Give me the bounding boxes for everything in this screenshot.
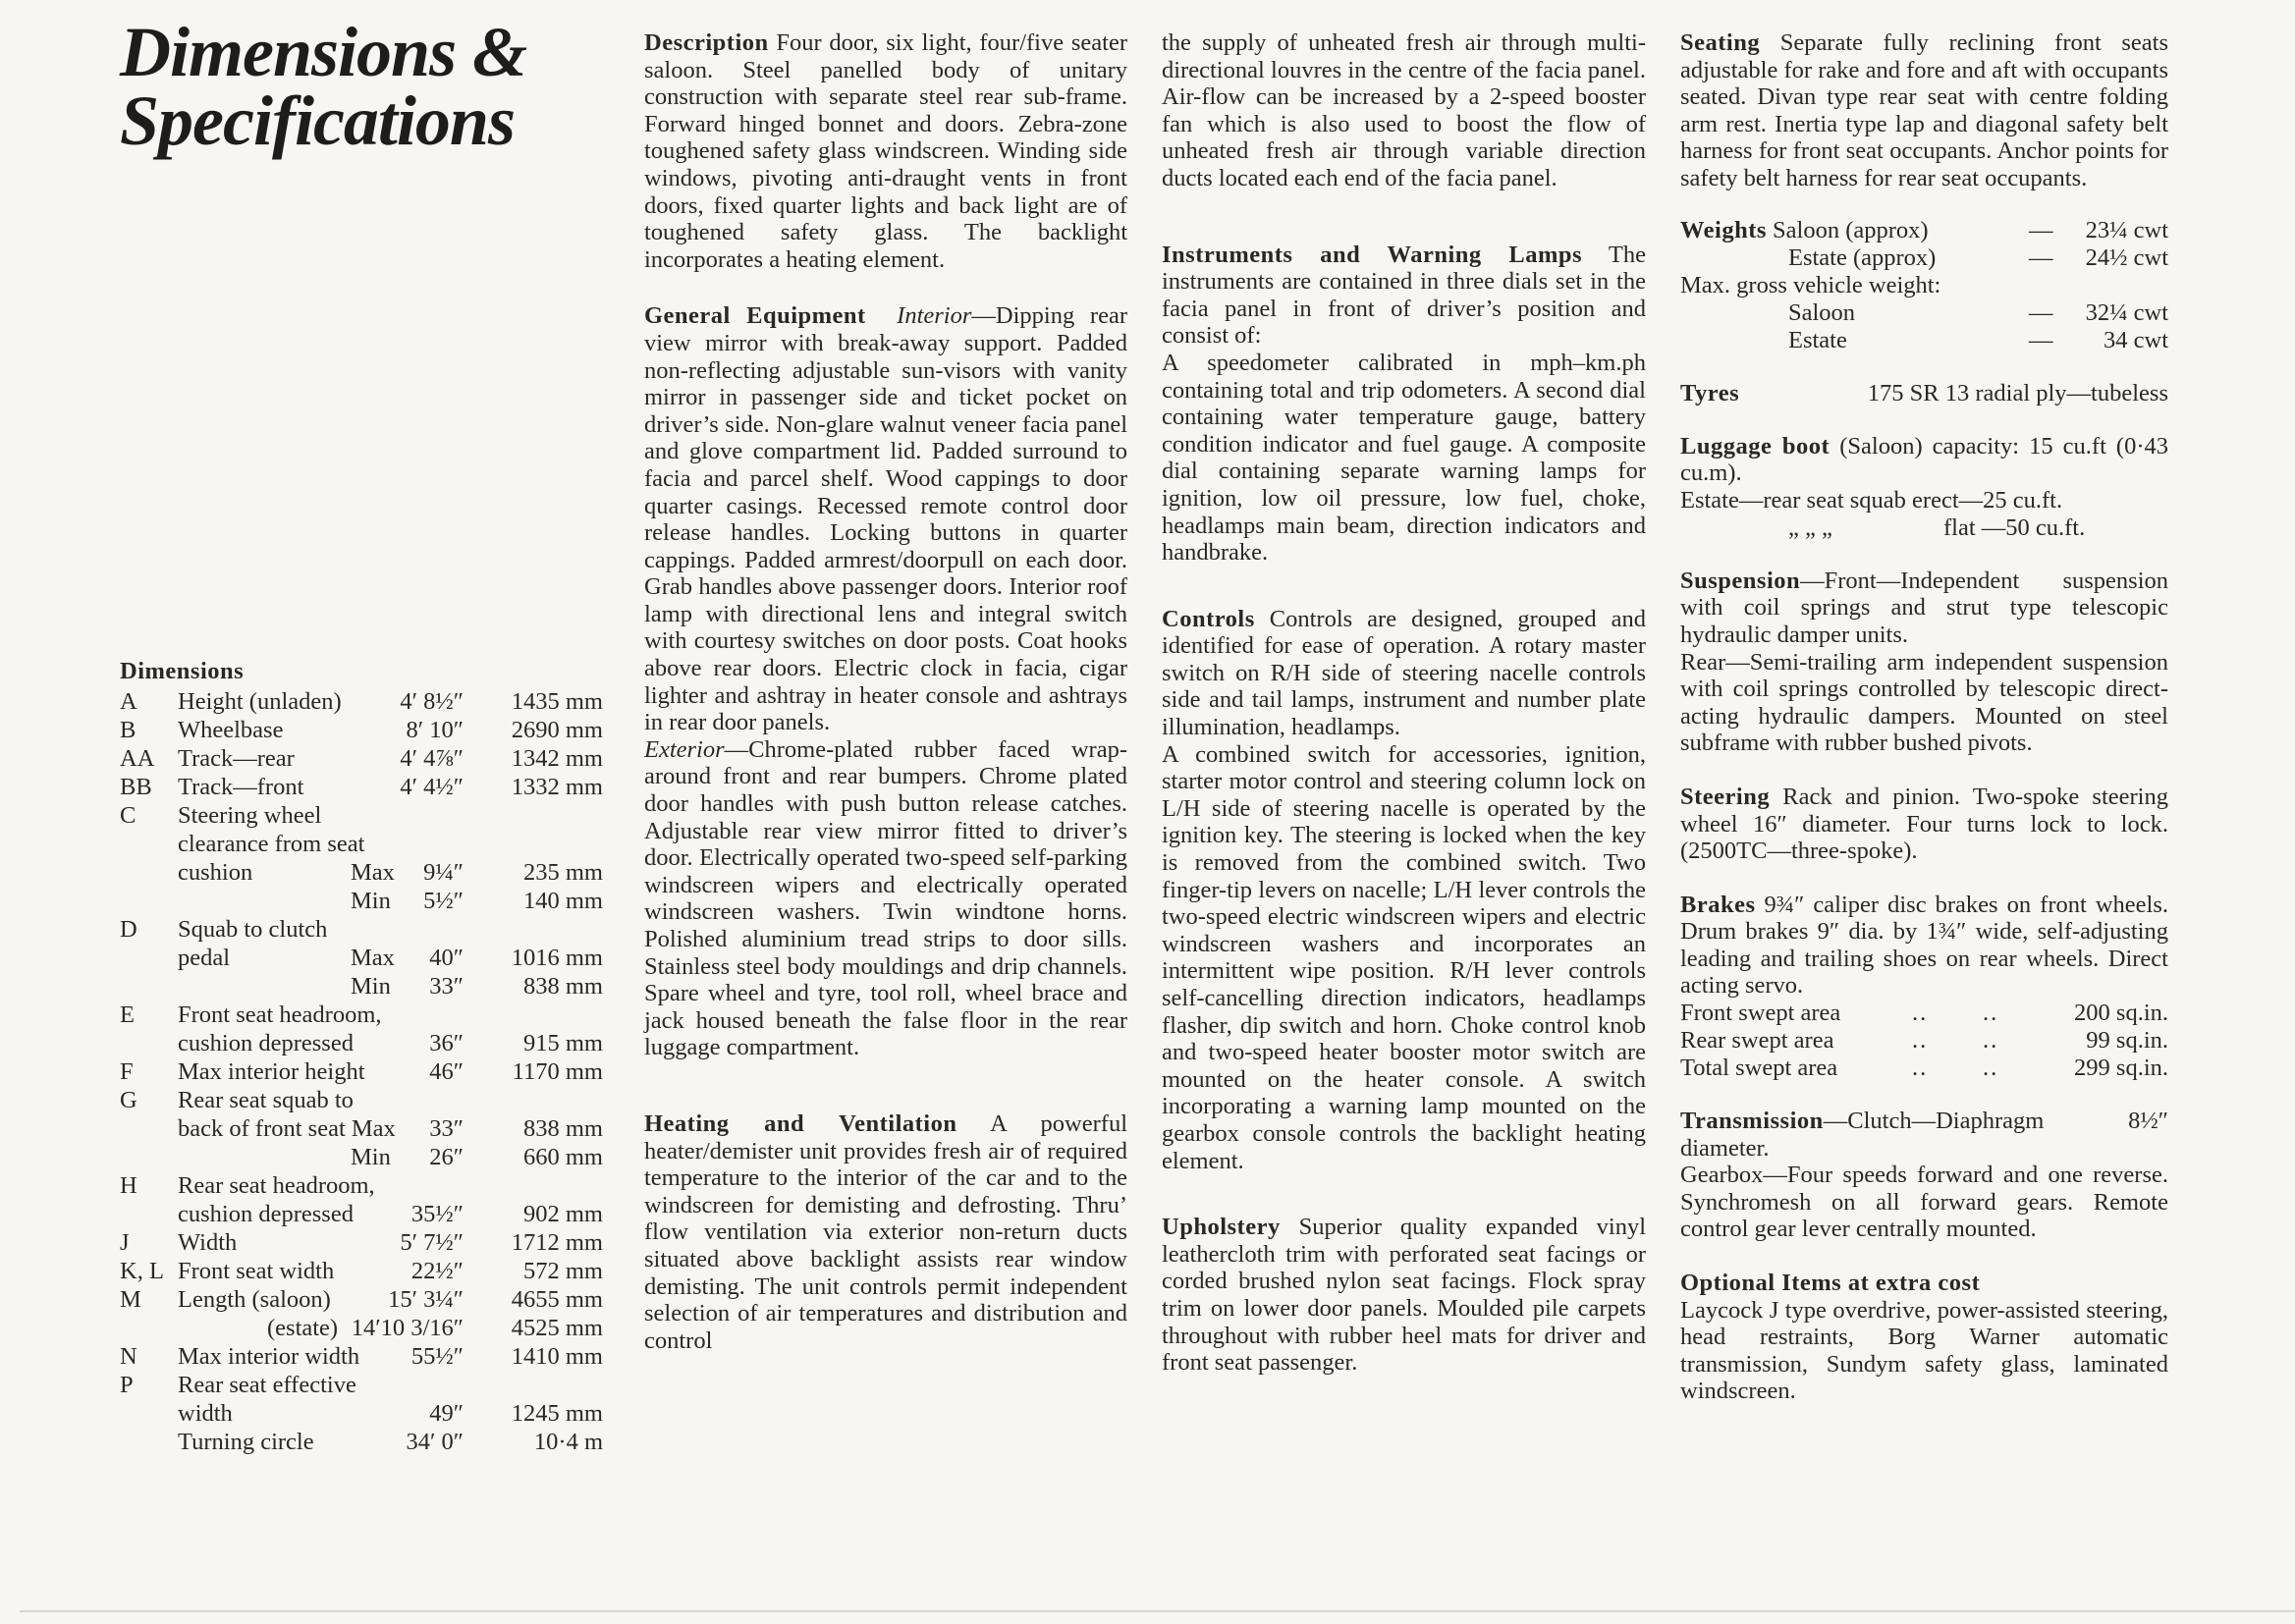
dimension-imperial: 5½″ (423, 887, 464, 914)
swept-area-value: 99 sq.in. (2086, 1027, 2168, 1055)
dimension-metric: 572 mm (523, 1257, 603, 1284)
dimension-metric: 838 mm (523, 1114, 603, 1142)
leader-dots: .. (1983, 1027, 1999, 1055)
interior-label: Interior (897, 302, 972, 330)
dimension-row (120, 888, 611, 916)
dimension-row (120, 1001, 611, 1030)
dimension-key: D (120, 915, 137, 943)
dimension-metric: 838 mm (523, 972, 603, 1000)
leader-dots: .. (1912, 1055, 1929, 1082)
dimension-label: Front seat width (178, 1257, 335, 1284)
suspension-section (1680, 568, 2168, 649)
dimension-label: Track—rear (178, 744, 295, 772)
weight-saloon-value: 23¼ cwt (2085, 216, 2168, 244)
dimension-label: cushion (178, 858, 253, 886)
weight-dash: — (2029, 244, 2053, 271)
dimension-row (120, 1144, 611, 1172)
dimension-label: Turning circle (178, 1428, 314, 1455)
dimension-metric: 4655 mm (511, 1285, 603, 1313)
dimension-key: M (120, 1285, 141, 1313)
weight-dash: — (2029, 298, 2053, 326)
gross-saloon-value: 32¼ cwt (2085, 298, 2168, 326)
dimension-imperial: 4′ 4½″ (400, 773, 464, 800)
weights-heading: Weights (1680, 216, 1767, 244)
leader-dots: .. (1912, 1000, 1929, 1027)
dimension-metric: 10·4 m (533, 1428, 603, 1455)
controls-section (1162, 606, 1646, 741)
dimension-metric: 915 mm (523, 1029, 603, 1056)
suspension-heading: Suspension (1680, 567, 1801, 594)
column-1 (644, 29, 1127, 1380)
dimension-imperial: 55½″ (410, 1342, 464, 1370)
controls-text: Controls are designed, grouped and identified for ease of operation. A rotary master switch on R/H side of steering nacelle controls side and tail lamps, instrument and number plate illumination, headlamps. (1162, 605, 1646, 741)
dimension-label: Width (178, 1228, 238, 1256)
dimension-label: cushion depressed (178, 1029, 354, 1056)
brakes-heading: Brakes (1680, 891, 1756, 918)
swept-area-value: 200 sq.in. (2074, 1000, 2168, 1027)
suspension-text: —Front—Independent suspension with coil springs and strut type telescopic hydraulic damper units. (1680, 567, 2168, 648)
dimension-row (120, 1429, 611, 1457)
dimension-row (120, 945, 611, 973)
dimension-metric: 4525 mm (511, 1314, 603, 1341)
dimension-label: pedal (178, 944, 231, 971)
title-line-2: Specifications (120, 81, 515, 160)
transmission-heading: Transmission (1680, 1108, 1824, 1135)
dimension-label: Wheelbase (178, 716, 284, 743)
tyres-value: 175 SR 13 radial ply—tubeless (1867, 379, 2168, 406)
dimension-label: width (178, 1399, 233, 1427)
weight-dash: — (2029, 216, 2053, 244)
dimension-row (120, 973, 611, 1001)
gross-saloon-label: Saloon (1788, 298, 1856, 326)
dimension-imperial: 5′ 7½″ (400, 1228, 464, 1256)
luggage-flat-text: flat —50 cu.ft. (1943, 514, 2086, 541)
dimension-key: B (120, 716, 137, 743)
dimension-metric: 660 mm (523, 1143, 603, 1170)
dimension-key: A (120, 687, 137, 715)
dimension-row (120, 1315, 611, 1343)
swept-area-row (1680, 1000, 2168, 1027)
dimension-label: clearance from seat (178, 830, 365, 857)
dimension-label: Rear seat headroom, (178, 1171, 375, 1199)
dimension-key: P (120, 1371, 134, 1398)
dimension-imperial: 33″ (429, 1114, 464, 1142)
dimension-sublabel: Min (351, 1143, 391, 1170)
brakes-text: 9¾″ caliper disc brakes on front wheels. Drum brakes 9″ dia. by 1¾″ wide, self-adjusting leading and trailing shoes on rear wheels. Direct acting servo. (1680, 891, 2168, 1000)
description-section (644, 29, 1127, 273)
dimension-imperial: 14′10 3/16″ (351, 1314, 464, 1341)
dimension-label: Rear seat effective (178, 1371, 356, 1398)
dimensions-table (120, 658, 611, 1457)
dimension-imperial: 33″ (429, 972, 464, 1000)
general-equipment-heading: General Equipment (644, 302, 866, 330)
dimension-row (120, 1172, 611, 1201)
optional-heading: Optional Items at extra cost (1680, 1270, 1981, 1297)
dimension-imperial: 4′ 4⅞″ (400, 744, 464, 772)
dimension-row (120, 1286, 611, 1315)
leader-dots: .. (1912, 1027, 1929, 1055)
dimension-row (120, 916, 611, 945)
dimension-row (120, 1030, 611, 1058)
dimension-label: (estate) (267, 1314, 339, 1341)
steering-heading: Steering (1680, 783, 1771, 810)
dimension-metric: 2690 mm (511, 716, 603, 743)
gross-estate-value: 34 cwt (2104, 326, 2168, 353)
heating-heading: Heating and Ventilation (644, 1110, 957, 1137)
dimension-metric: 902 mm (523, 1200, 603, 1227)
dimension-metric: 1342 mm (511, 744, 603, 772)
dimension-label: cushion depressed (178, 1200, 354, 1227)
leader-dots: .. (1983, 1000, 1999, 1027)
weight-estate-label: Estate (approx) (1788, 244, 1937, 271)
brakes-section (1680, 892, 2168, 1000)
dimension-imperial: 15′ 3¼″ (388, 1285, 464, 1313)
dimension-label: Max interior height (178, 1057, 365, 1085)
dimension-row (120, 1229, 611, 1258)
controls-text-2: A combined switch for accessories, ignition, starter motor control and steering column lock on L/H side of steering nacelle is operated by the ignition key. The steering is locked when the key is removed from the combined switch. Two finger-tip levers on nacelle; L/H lever controls the two-speed electric windscreen wipers and electric windscreen washers and incorporates an intermittent wipe position. R/H lever controls self-cancelling direction indicators, headlamps flasher, dip switch and horn. Choke control knob and two-speed heater booster motor switch are mounted on the heater console. A switch incorporating a warning lamp mounted on the gearbox console controls the backlight heating element. (1162, 740, 1646, 1174)
dimension-row (120, 774, 611, 802)
heating-section (644, 1110, 1127, 1354)
dimension-imperial: 49″ (429, 1399, 464, 1427)
dimension-imperial: 46″ (429, 1057, 464, 1085)
dimension-sublabel: Max (351, 944, 395, 971)
dimension-imperial: 34′ 0″ (406, 1428, 464, 1455)
ditto-marks: „ „ „ (1788, 514, 1832, 541)
dimension-key: BB (120, 773, 152, 800)
swept-area-label: Rear swept area (1680, 1027, 1834, 1055)
exterior-text: —Chrome-plated rubber faced wrap-around front and rear bumpers. Chrome plated door handles with push button release catches. Adjustable rear view mirror fitted to driver’s door. Electrically operated two-speed self-parking windscreen wipers and electrically operated windscreen washers. Twin windtone horns. Polished aluminium tread strips to door sills. Stainless steel body mouldings and drip channels. Spare wheel and tyre, tool roll, wheel brace and jack housed beneath the false floor in the rear luggage compartment. (644, 735, 1127, 1061)
weight-saloon-label: Saloon (approx) (1773, 216, 1929, 244)
dimension-key: N (120, 1342, 137, 1370)
swept-area-row (1680, 1055, 2168, 1082)
dimension-key: F (120, 1057, 134, 1085)
column-3 (1680, 29, 2168, 1432)
instruments-section (1162, 242, 1646, 350)
dimension-key: H (120, 1171, 137, 1199)
dimension-label: Front seat headroom, (178, 1001, 382, 1028)
title-line-1: Dimensions & (120, 13, 527, 91)
dimension-imperial: 22½″ (410, 1257, 464, 1284)
dimension-label: Squab to clutch (178, 915, 328, 943)
transmission-text-2: Gearbox—Four speeds forward and one reverse. Synchromesh on all forward gears. Remote control gear lever centrally mounted. (1680, 1162, 2168, 1243)
dimension-metric: 1332 mm (511, 773, 603, 800)
dimensions-heading: Dimensions (120, 658, 245, 684)
steering-text: Rack and pinion. Two-spoke steering wheel 16″ diameter. Four turns lock to lock. (2500TC—three-spoke). (1680, 783, 2168, 865)
exterior-label: Exterior (644, 735, 725, 763)
dimension-row (120, 1343, 611, 1372)
dimension-row (120, 1372, 611, 1400)
dimension-label: Steering wheel (178, 801, 322, 829)
transmission-text: —Clutch—Diaphragm 8½″ diameter. (1680, 1108, 2168, 1162)
dimension-row (120, 1400, 611, 1429)
dimension-sublabel: Min (351, 972, 391, 1000)
seating-text: Separate fully reclining front seats adjustable for rake and fore and aft with occupants seated. Divan type rear seat with centre folding arm rest. Inertia type lap and diagonal safety belt harness for front seat occupants. Anchor points for safety belt harness for rear seat occupants. (1680, 29, 2168, 191)
luggage-text: (Saloon) capacity: 15 cu.ft (0·43 cu.m). (1680, 432, 2168, 487)
dimension-metric: 1712 mm (511, 1228, 603, 1256)
dimension-label: Height (unladen) (178, 687, 342, 715)
dimensions-rows (120, 688, 611, 1457)
dimension-key: E (120, 1001, 135, 1028)
luggage-estate-flat (1680, 514, 2168, 542)
dimension-label: Max interior width (178, 1342, 360, 1370)
dimension-label: back of front seat Max (178, 1114, 396, 1142)
dimension-label: Track—front (178, 773, 304, 800)
luggage-section (1680, 433, 2168, 487)
dimension-key: J (120, 1228, 130, 1256)
dimension-imperial: 36″ (429, 1029, 464, 1056)
dimension-imperial: 9¼″ (423, 858, 464, 886)
dimension-row (120, 1087, 611, 1115)
weight-estate-value: 24½ cwt (2085, 244, 2168, 271)
upholstery-text: Superior quality expanded vinyl leathercloth trim with perforated seat facings or corded brushed nylon seat facings. Flock spray trim on lower door panels. Moulded pile carpets throughout with rubber heel mats for driver and front seat passenger. (1162, 1214, 1646, 1377)
dimension-sublabel: Max (351, 858, 395, 886)
dimension-metric: 235 mm (523, 858, 603, 886)
swept-area-label: Total swept area (1680, 1055, 1838, 1082)
heating-text: A powerful heater/demister unit provides fresh air of required temperature to the interior of the car and to the windscreen for demisting and defrosting. Thru’ flow ventilation via exterior non-return ducts situated above backlight assists rear window demisting. The unit controls permit independent selection of air temperatures and distribution and control (644, 1110, 1128, 1354)
tyres-section (1680, 380, 2168, 407)
dimension-key: C (120, 801, 137, 829)
page-bottom-rule (20, 1610, 2295, 1612)
dimension-key: K, L (120, 1257, 164, 1284)
dimension-row (120, 831, 611, 859)
heating-continued: the supply of unheated fresh air through multi-directional louvres in the centre of the facia panel. Air-flow can be increased by a 2-speed booster fan which is also used to boost the flow of unheated fresh air through variable direction ducts located each end of the facia panel. (1162, 29, 1646, 191)
dimension-row (120, 802, 611, 831)
dimension-metric: 1170 mm (512, 1057, 603, 1085)
instruments-text: The instruments are contained in three dials set in the facia panel in front of driver’s position and consist of: (1162, 241, 1646, 350)
dimension-row (120, 1115, 611, 1144)
dimension-sublabel: Min (351, 887, 391, 914)
general-equipment-section (644, 302, 1127, 1061)
gross-estate-label: Estate (1788, 326, 1847, 353)
dimension-metric: 1435 mm (511, 687, 603, 715)
dimension-row (120, 1058, 611, 1087)
gross-weight-label: Max. gross vehicle weight: (1680, 271, 1941, 298)
suspension-text-2: Rear—Semi-trailing arm independent suspension with coil springs controlled by telescopic direct-acting hydraulic dampers. Mounted on steel subframe with rubber bushed pivots. (1680, 648, 2168, 757)
upholstery-section (1162, 1214, 1646, 1377)
seating-heading: Seating (1680, 29, 1761, 56)
dimension-row (120, 745, 611, 774)
optional-text: Laycock J type overdrive, power-assisted steering, head restraints, Borg Warner automatic transmission, Sundym safety glass, laminated windscreen. (1680, 1296, 2168, 1405)
description-text: Four door, six light, four/five seater saloon. Steel panelled body of unitary construction with separate steel rear sub-frame. Forward hinged bonnet and doors. Zebra-zone toughened safety glass windscreen. Winding side windows, pivoting anti-draught vents in front doors, fixed quarter lights and back light are of toughened safety glass. The backlight incorporates a heating element. (644, 29, 1127, 273)
description-heading: Description (644, 29, 769, 56)
dimension-imperial: 8′ 10″ (406, 716, 464, 743)
dimension-metric: 1016 mm (511, 944, 603, 971)
instruments-heading: Instruments and Warning Lamps (1162, 241, 1583, 268)
steering-section (1680, 784, 2168, 865)
dimension-imperial: 26″ (429, 1143, 464, 1170)
dimension-label: Rear seat squab to (178, 1086, 354, 1113)
dimension-row (120, 859, 611, 888)
dimension-metric: 1245 mm (511, 1399, 603, 1427)
swept-area-row (1680, 1027, 2168, 1055)
dimension-imperial: 35½″ (410, 1200, 464, 1227)
dimension-imperial: 4′ 8½″ (400, 687, 464, 715)
luggage-estate-erect: Estate—rear seat squab erect—25 cu.ft. (1680, 486, 2063, 514)
luggage-heading: Luggage boot (1680, 432, 1831, 460)
dimension-row (120, 1258, 611, 1286)
page-title (120, 13, 527, 160)
dimension-row (120, 1201, 611, 1229)
leader-dots: .. (1983, 1055, 1999, 1082)
dimension-metric: 140 mm (523, 887, 603, 914)
dimension-row (120, 688, 611, 717)
dimension-label: Length (saloon) (178, 1285, 331, 1313)
interior-text: —Dipping rear view mirror with break-away support. Padded non-reflecting adjustable sun-visors with vanity mirror in passenger side and ticket pocket on driver’s side. Non-glare walnut veneer facia panel and glove compartment lid. Padded surround to facia and parcel shelf. Wood cappings to door quarter casings. Recessed remote control door release handles. Locking buttons in quarter cappings. Padded armrest/doorpull on each door. Grab handles above passenger doors. Interior roof lamp with directional lens and integral switch with courtesy switches on door posts. Coat hooks above rear doors. Electric clock in facia, cigar lighter and ashtray in heater console and ashtrays in rear door panels. (644, 302, 1127, 736)
tyres-heading: Tyres (1680, 379, 1740, 406)
swept-area-list (1680, 1000, 2168, 1082)
transmission-section (1680, 1108, 2168, 1162)
dimension-key: G (120, 1086, 137, 1113)
upholstery-heading: Upholstery (1162, 1214, 1281, 1241)
instruments-text-2: A speedometer calibrated in mph–km.ph containing total and trip odometers. A second dial containing water temperature gauge, battery condition indicator and fuel gauge. A composite dial containing separate warning lamps for ignition, low oil pressure, low fuel, choke, headlamps main beam, direction indicators and handbrake. (1162, 349, 1646, 567)
weight-dash: — (2029, 326, 2053, 353)
weights-section (1680, 217, 2168, 354)
swept-area-value: 299 sq.in. (2074, 1055, 2168, 1082)
controls-heading: Controls (1162, 605, 1255, 632)
dimension-imperial: 40″ (429, 944, 464, 971)
seating-section (1680, 29, 2168, 192)
dimension-key: AA (120, 744, 155, 772)
swept-area-label: Front swept area (1680, 1000, 1841, 1027)
column-2 (1162, 29, 1646, 1403)
dimension-metric: 1410 mm (511, 1342, 603, 1370)
dimension-row (120, 717, 611, 745)
